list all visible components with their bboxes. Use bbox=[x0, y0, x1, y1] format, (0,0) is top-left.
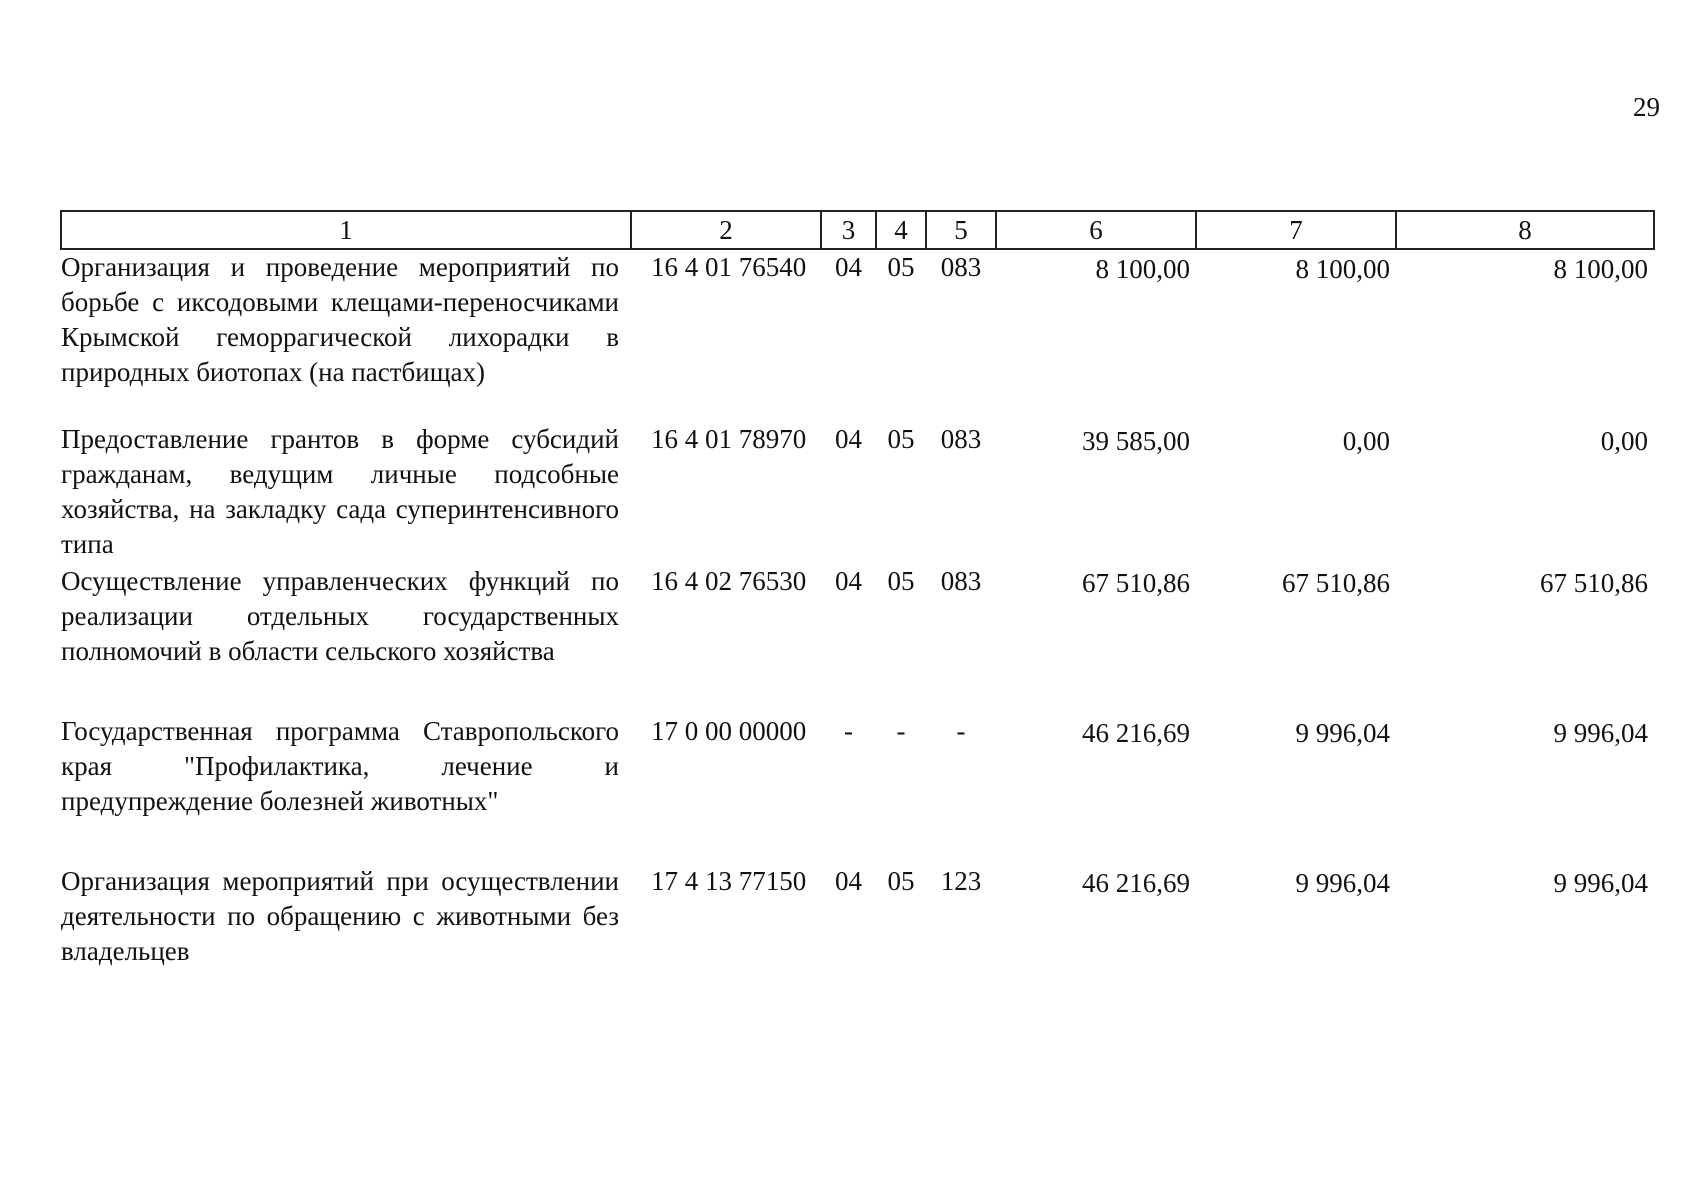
row-amount-6: 46 216,69 bbox=[1082, 718, 1190, 748]
table-row bbox=[61, 714, 1654, 864]
row-amount-7: 67 510,86 bbox=[1282, 568, 1390, 598]
row-subsection: 05 bbox=[887, 566, 915, 596]
table-row bbox=[61, 564, 1654, 714]
budget-table bbox=[60, 210, 1655, 976]
row-amount-7: 0,00 bbox=[1342, 426, 1390, 456]
row-name: Организация и проведение мероприятий по борьбе с иксодовыми клещами-переносчиками Крымской геморрагической лихорадки в природных биотопах (на пастбищах) bbox=[61, 252, 619, 387]
table-row bbox=[61, 864, 1654, 976]
row-section: 04 bbox=[835, 566, 862, 596]
row-code: 17 4 13 77150 bbox=[651, 866, 807, 896]
column-header: 2 bbox=[631, 211, 821, 249]
row-amount-8: 9 996,04 bbox=[1553, 868, 1648, 898]
row-amount-8: 67 510,86 bbox=[1540, 568, 1648, 598]
row-subsection: 05 bbox=[887, 424, 915, 454]
row-amount-7: 9 996,04 bbox=[1295, 718, 1390, 748]
page-number: 29 bbox=[1633, 92, 1660, 122]
row-type: 123 bbox=[940, 866, 982, 896]
column-header: 5 bbox=[926, 211, 996, 249]
row-name: Предоставление грантов в форме субсидий гражданам, ведущим личные подсобные хозяйства, на закладку сада суперинтенсивного типа bbox=[61, 424, 619, 559]
row-name: Организация мероприятий при осуществлении деятельности по обращению с животными без владельцев bbox=[61, 866, 619, 966]
row-code: 16 4 02 76530 bbox=[651, 566, 807, 596]
row-section: - bbox=[844, 716, 853, 746]
row-amount-7: 9 996,04 bbox=[1295, 868, 1390, 898]
row-amount-6: 8 100,00 bbox=[1095, 254, 1190, 284]
row-type: 083 bbox=[940, 424, 982, 454]
row-type: - bbox=[956, 716, 966, 746]
row-subsection: - bbox=[896, 716, 906, 746]
table-header bbox=[61, 211, 1654, 249]
column-header: 3 bbox=[821, 211, 876, 249]
row-amount-8: 9 996,04 bbox=[1553, 718, 1648, 748]
column-header: 6 bbox=[996, 211, 1196, 249]
row-section: 04 bbox=[835, 866, 862, 896]
column-header: 8 bbox=[1396, 211, 1654, 249]
table-row bbox=[61, 249, 1654, 422]
row-amount-6: 39 585,00 bbox=[1082, 426, 1190, 456]
table-row bbox=[61, 422, 1654, 564]
row-subsection: 05 bbox=[887, 866, 915, 896]
table-body bbox=[61, 249, 1654, 976]
row-type: 083 bbox=[940, 252, 982, 282]
row-type: 083 bbox=[940, 566, 982, 596]
column-header: 7 bbox=[1196, 211, 1396, 249]
row-section: 04 bbox=[835, 424, 862, 454]
row-section: 04 bbox=[835, 252, 862, 282]
row-subsection: 05 bbox=[887, 252, 915, 282]
row-amount-6: 46 216,69 bbox=[1082, 868, 1190, 898]
row-code: 16 4 01 78970 bbox=[651, 424, 807, 454]
row-amount-6: 67 510,86 bbox=[1082, 568, 1190, 598]
row-amount-7: 8 100,00 bbox=[1295, 254, 1390, 284]
row-code: 16 4 01 76540 bbox=[651, 252, 807, 282]
row-name: Осуществление управленческих функций по реализации отдельных государственных полномочий в области сельского хозяйства bbox=[61, 566, 619, 666]
row-amount-8: 8 100,00 bbox=[1553, 254, 1648, 284]
row-name: Государственная программа Ставропольского края "Профилактика, лечение и предупреждение болезней животных" bbox=[61, 716, 619, 816]
column-header: 1 bbox=[61, 211, 631, 249]
column-header: 4 bbox=[876, 211, 926, 249]
row-code: 17 0 00 00000 bbox=[651, 716, 807, 746]
row-amount-8: 0,00 bbox=[1600, 426, 1648, 456]
